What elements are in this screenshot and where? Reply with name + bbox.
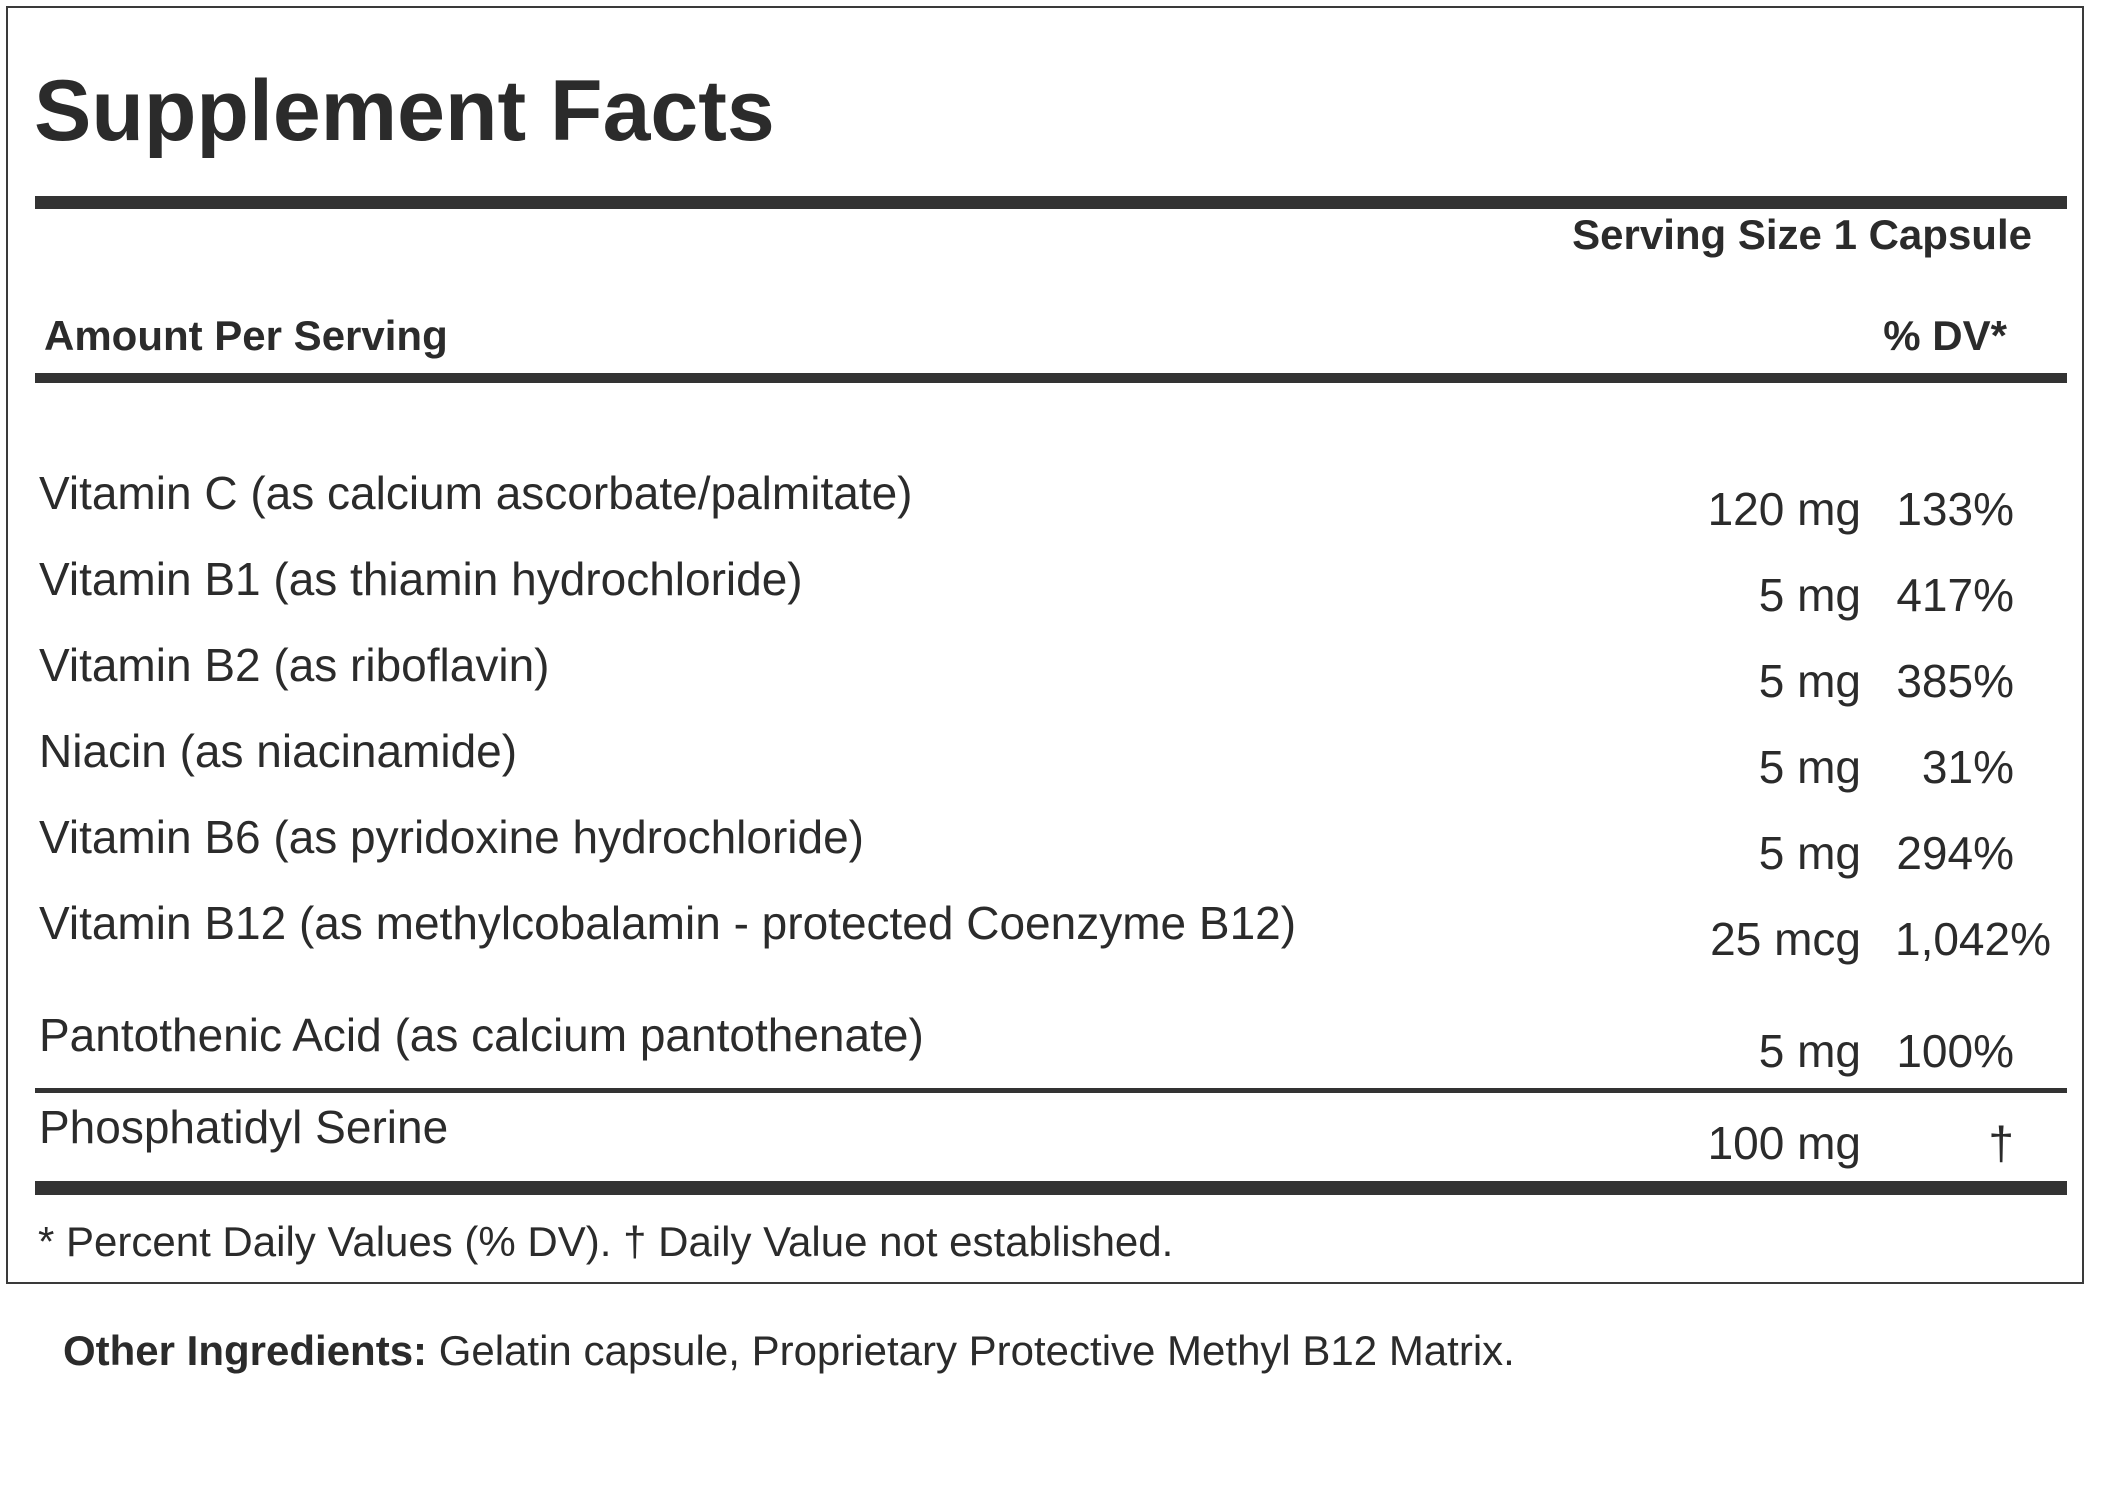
- divider-thick-top: [35, 196, 2067, 209]
- nutrient-dv: †: [1988, 1117, 2014, 1169]
- nutrient-name: Vitamin B12 (as methylcobalamin - protected Coenzyme B12): [39, 897, 1297, 949]
- nutrient-name: Vitamin C (as calcium ascorbate/palmitate): [39, 467, 913, 519]
- nutrient-name: Vitamin B2 (as riboflavin): [39, 639, 550, 691]
- nutrient-row: [8, 1009, 2086, 1092]
- nutrient-dv: 31%: [1921, 741, 2014, 793]
- nutrient-name: Vitamin B1 (as thiamin hydrochloride): [39, 553, 803, 605]
- nutrient-dv: 385%: [1896, 655, 2014, 707]
- nutrient-amount: 100 mg: [1707, 1117, 1861, 1169]
- nutrient-amount: 5 mg: [1758, 1025, 1861, 1077]
- other-ingredients: [63, 1327, 1515, 1374]
- divider-thick-bottom: [35, 1181, 2067, 1195]
- nutrient-amount: 5 mg: [1758, 569, 1861, 621]
- nutrient-dv: 100%: [1896, 1025, 2014, 1077]
- other-nutrient-row: [8, 1101, 2086, 1184]
- nutrient-name: Vitamin B6 (as pyridoxine hydrochloride): [39, 811, 864, 863]
- panel-title: Supplement Facts: [34, 63, 775, 159]
- nutrient-row: [8, 639, 2086, 722]
- nutrient-row: [8, 725, 2086, 808]
- nutrient-row: [8, 467, 2086, 550]
- amount-per-serving-header: Amount Per Serving: [44, 312, 448, 359]
- nutrient-dv: 133%: [1896, 483, 2014, 535]
- other-ingredients-text: Gelatin capsule, Proprietary Protective Methyl B12 Matrix.: [427, 1327, 1515, 1374]
- nutrient-amount: 120 mg: [1707, 483, 1861, 535]
- nutrient-amount: 5 mg: [1758, 827, 1861, 879]
- nutrient-row: [8, 553, 2086, 636]
- nutrient-name: Phosphatidyl Serine: [39, 1101, 449, 1153]
- nutrient-name: Niacin (as niacinamide): [39, 725, 518, 777]
- divider-thin: [35, 1088, 2067, 1093]
- other-ingredients-label: Other Ingredients:: [63, 1327, 428, 1374]
- nutrient-dv: 1,042%: [1894, 913, 2051, 965]
- nutrient-row: [8, 897, 2086, 1000]
- nutrient-name: Pantothenic Acid (as calcium pantothenate): [39, 1009, 924, 1061]
- nutrient-row: [8, 811, 2086, 894]
- supplement-facts-panel: [6, 6, 2084, 1284]
- nutrient-amount: 5 mg: [1758, 655, 1861, 707]
- nutrient-amount: 25 mcg: [1710, 913, 1861, 965]
- divider-header: [35, 373, 2067, 383]
- nutrient-dv: 417%: [1896, 569, 2014, 621]
- serving-size: Serving Size 1 Capsule: [1572, 211, 2032, 258]
- nutrient-amount: 5 mg: [1758, 741, 1861, 793]
- footnote: * Percent Daily Values (% DV). † Daily Value not established.: [38, 1218, 1174, 1265]
- nutrient-dv: 294%: [1896, 827, 2014, 879]
- dv-header: % DV*: [1883, 312, 2007, 359]
